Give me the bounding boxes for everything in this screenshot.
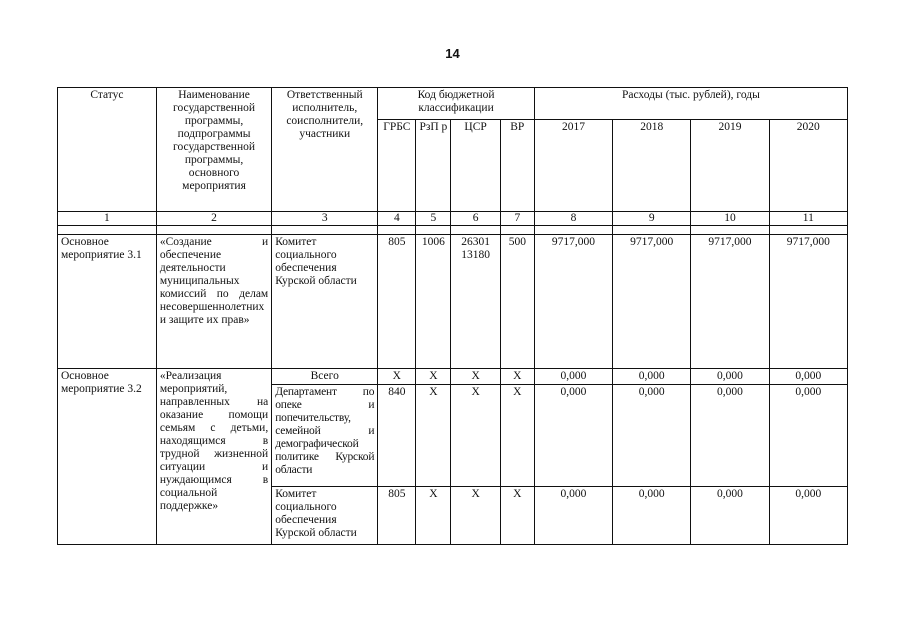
column-number: 3 — [272, 212, 378, 226]
column-number: 5 — [416, 212, 451, 226]
row-grbs: X — [378, 369, 416, 385]
row-vr: X — [500, 369, 534, 385]
row-csr: 26301 13180 — [451, 235, 500, 369]
header-status: Статус — [58, 88, 157, 212]
row-name: «Создание и обеспечение деятельности муниципальных комиссий по делам несовершеннолетних и защите их прав» — [156, 235, 271, 369]
header-vr: ВР — [500, 120, 534, 212]
spacer-row — [58, 226, 848, 235]
row-csr: X — [451, 369, 500, 385]
header-2020: 2020 — [769, 120, 847, 212]
row-2019: 0,000 — [691, 369, 769, 385]
row-grbs: 805 — [378, 487, 416, 545]
column-number: 10 — [691, 212, 769, 226]
header-2019: 2019 — [691, 120, 769, 212]
budget-table — [57, 87, 848, 545]
row-2020: 9717,000 — [769, 235, 847, 369]
column-number: 8 — [534, 212, 612, 226]
row-responsible: Всего — [272, 369, 378, 385]
row-2017: 0,000 — [534, 369, 612, 385]
row-responsible: Департамент по опеке и попечительству, семейной и демографической политике Курской области — [272, 385, 378, 487]
row-name: «Реализация мероприятий, направленных на оказание помощи семьям с детьми, находящимся в трудной жизненной ситуации и нуждающимся в социальной поддержке» — [156, 369, 271, 545]
row-2020: 0,000 — [769, 487, 847, 545]
header-2017: 2017 — [534, 120, 612, 212]
header-2018: 2018 — [613, 120, 691, 212]
row-rzpr: X — [416, 385, 451, 487]
column-number: 11 — [769, 212, 847, 226]
column-number: 7 — [500, 212, 534, 226]
row-csr: X — [451, 487, 500, 545]
row-2019: 0,000 — [691, 487, 769, 545]
row-rzpr: X — [416, 487, 451, 545]
header-rzpr: РзП р — [416, 120, 451, 212]
row-csr: X — [451, 385, 500, 487]
row-2018: 0,000 — [613, 369, 691, 385]
row-2017: 0,000 — [534, 385, 612, 487]
row-2020: 0,000 — [769, 369, 847, 385]
row-grbs: 805 — [378, 235, 416, 369]
header-csr: ЦСР — [451, 120, 500, 212]
page-number: 14 — [445, 46, 460, 61]
row-responsible: Комитет социального обеспечения Курской области — [272, 235, 378, 369]
header-row-1 — [58, 88, 848, 120]
header-name: Наименование государственной программы, подпрограммы государственной программы, основного мероприятия — [156, 88, 271, 212]
header-grbs: ГРБС — [378, 120, 416, 212]
column-number: 4 — [378, 212, 416, 226]
table-row-m32-total — [58, 369, 848, 385]
row-status: Основное мероприятие 3.1 — [58, 235, 157, 369]
row-grbs: 840 — [378, 385, 416, 487]
row-2020: 0,000 — [769, 385, 847, 487]
row-2017: 9717,000 — [534, 235, 612, 369]
row-status: Основное мероприятие 3.2 — [58, 369, 157, 545]
row-2018: 0,000 — [613, 385, 691, 487]
row-vr: 500 — [500, 235, 534, 369]
row-rzpr: 1006 — [416, 235, 451, 369]
row-2018: 0,000 — [613, 487, 691, 545]
column-number: 2 — [156, 212, 271, 226]
column-number: 6 — [451, 212, 500, 226]
row-2018: 9717,000 — [613, 235, 691, 369]
header-expenses: Расходы (тыс. рублей), годы — [534, 88, 847, 120]
row-2019: 0,000 — [691, 385, 769, 487]
column-number-row — [58, 212, 848, 226]
row-vr: X — [500, 385, 534, 487]
row-vr: X — [500, 487, 534, 545]
column-number: 1 — [58, 212, 157, 226]
header-budget-code: Код бюджетной классификации — [378, 88, 535, 120]
column-number: 9 — [613, 212, 691, 226]
row-2017: 0,000 — [534, 487, 612, 545]
table-row-m31 — [58, 235, 848, 369]
row-rzpr: X — [416, 369, 451, 385]
row-responsible: Комитет социального обеспечения Курской области — [272, 487, 378, 545]
row-2019: 9717,000 — [691, 235, 769, 369]
header-responsible: Ответственный исполнитель, соисполнители, участники — [272, 88, 378, 212]
